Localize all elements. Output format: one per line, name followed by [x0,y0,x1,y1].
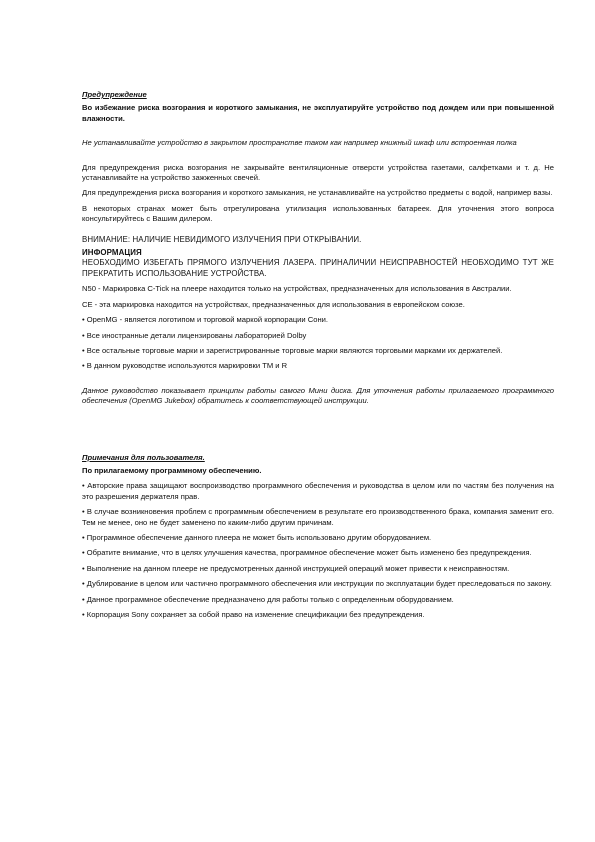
user-notes-subheading: По прилагаемому программному обеспечению. [82,465,262,475]
list-item: • Авторские права защищают воспроизводство программного обеспечения и руководства в целом или по частям без получения на это разрешения держателя прав. [82,481,554,501]
user-notes-list [82,481,554,620]
list-item: • Корпорация Sony сохраняет за собой право на изменение спецификации без предупреждения. [82,610,425,619]
bullet-openmg: • OpenMG - является логотипом и торговой маркой корпорации Сони. [82,315,329,325]
warning-paragraph-1: Для предупреждения риска возгорания не закрывайте вентиляционные отверсти устройства газетами, салфетками и т. д. Не устанавливайте на устройство зажженных свечей. [82,162,554,183]
list-item: • Обратите внимание, что в целях улучшения качества, программное обеспечение может быть изменено без предупреждения. [82,548,532,558]
manual-italic-note: Данное руководство показывает принципы работы самого Мини диска. Для уточнения работы прилагаемого программного обеспечения (OpenMG Jukebox) обратитесь к соответствующей инструкции. [82,385,554,406]
warning-bold-text: Во избежание риска возгорания и короткого замыкания, не эксплуатируйте устройство под дождем или при повышенной влажности. [82,103,554,123]
n50-text: N50 - Маркировка C-Tick на плеере находится только на устройствах, предназначенных для использования в Австралии. [82,284,512,294]
info-heading: ИНФОРМАЦИЯ [82,248,142,258]
ce-text: CE - эта маркировка находится на устройствах, предназначенных для использования в европейском союзе. [82,299,465,309]
warning-heading: Предупреждение [82,90,147,99]
list-item: • Дублирование в целом или частично программного обеспечения или инструкции по эксплуатации будет преследоваться по закону. [82,579,552,589]
laser-notice: ВНИМАНИЕ: НАЛИЧИЕ НЕВИДИМОГО ИЗЛУЧЕНИЯ ПРИ ОТКРЫВАНИИ. [82,234,362,244]
list-item: • Выполнение на данном плеере не предусмотренных данной инструкцией операций может привести к неисправностям. [82,563,510,573]
list-item: • Программное обеспечение данного плеера не может быть использовано другим оборудованием. [82,532,432,542]
warning-paragraph-2: Для предупреждения риска возгорания и короткого замыкания, не устанавливайте на устройство предметы с водой, например вазы. [82,188,553,198]
list-item: • Данное программное обеспечение предназначено для работы только с определенным оборудованием. [82,594,454,604]
bullet-dolby: • Все иностранные детали лицензированы лабораторией Dolby [82,330,307,340]
warning-italic-text: Не устанавливайте устройство в закрытом пространстве таком как например книжный шкаф или встроенная полка [82,138,517,148]
user-notes-heading: Примечания для пользователя. [82,452,205,462]
warning-paragraph-3: В некоторых странах может быть отрегулирована утилизация использованных батареек. Для уточнения этого вопроса консультируйтесь с Вашим дилером. [82,203,554,224]
document-page [82,90,554,620]
info-text: НЕОБХОДИМО ИЗБЕГАТЬ ПРЯМОГО ИЗЛУЧЕНИЯ ЛАЗЕРА. ПРИНАЛИЧИИ НЕИСПРАВНОСТЕЙ НЕОБХОДИМО ТУТ ЖЕ ПРЕКРАТИТЬ ИСПОЛЬЗОВАНИЕ УСТРОЙСТВА. [82,258,554,278]
bullet-trademarks: • Все остальные торговые марки и зарегистрированные торговые марки являются торговыми марками их держателей. [82,345,503,355]
bullet-tm-r: • В данном руководстве используются маркировки TM и R [82,361,288,371]
list-item: • В случае возникновения проблем с программным обеспечением в результате его производственного брака, компания заменит его. Тем не менее, оно не будет заменено по каким-либо другим причинам. [82,507,554,527]
